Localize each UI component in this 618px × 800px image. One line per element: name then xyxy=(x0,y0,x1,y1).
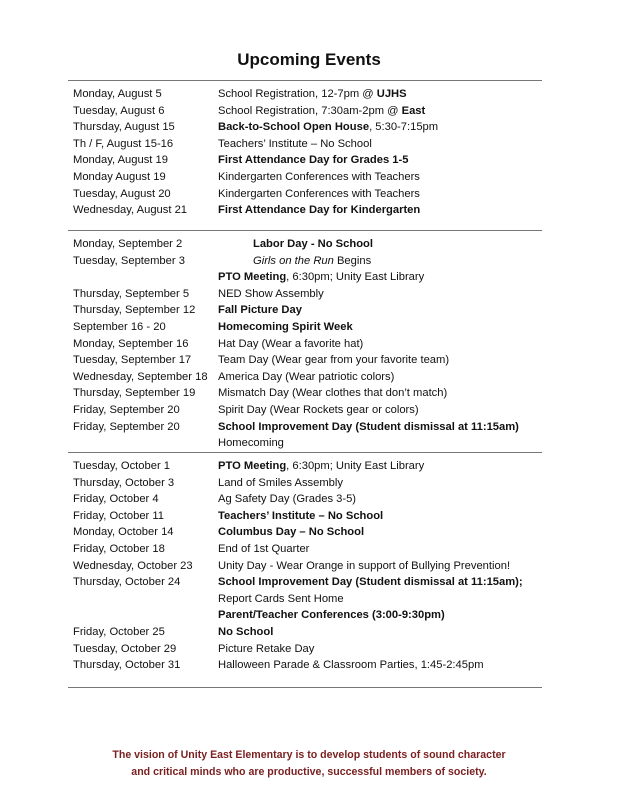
event-description xyxy=(218,152,408,169)
event-text-bold: School Improvement Day (Student dismissal at 11:15am) xyxy=(218,420,519,433)
event-text-bold: East xyxy=(401,104,426,117)
event-text-pre: Picture Retake Day xyxy=(218,642,315,655)
page-title: Upcoming Events xyxy=(237,50,381,69)
event-row xyxy=(73,435,543,452)
event-description xyxy=(253,253,371,270)
divider xyxy=(68,230,542,231)
event-date: Friday, October 18 xyxy=(73,542,165,555)
event-text-bold: First Attendance Day for Kindergarten xyxy=(218,204,421,217)
event-text-pre: Mismatch Day (Wear clothes that don’t match) xyxy=(218,387,448,400)
event-description xyxy=(218,574,523,591)
event-date: Friday, October 25 xyxy=(73,625,165,638)
event-row xyxy=(73,352,543,369)
event-description xyxy=(218,169,420,186)
event-text-bold: Columbus Day – No School xyxy=(218,526,365,539)
event-text-pre: Team Day (Wear gear from your favorite team) xyxy=(218,354,450,367)
event-description xyxy=(218,186,420,203)
event-description xyxy=(218,624,273,641)
event-row xyxy=(73,624,543,641)
event-description xyxy=(218,458,424,475)
event-date: Tuesday, October 29 xyxy=(73,642,177,655)
event-date: September 16 - 20 xyxy=(73,320,166,333)
event-row xyxy=(73,508,543,525)
event-row xyxy=(73,336,543,353)
divider xyxy=(68,80,542,81)
event-text-bold: Teachers’ Institute – No School xyxy=(218,509,384,522)
event-row xyxy=(73,369,543,386)
event-description xyxy=(218,541,309,558)
event-description xyxy=(218,336,363,353)
event-text-bold: UJHS xyxy=(376,88,407,100)
event-text-pre: School Registration, 12-7pm @ xyxy=(218,88,377,100)
event-date: Friday, October 11 xyxy=(73,509,164,522)
event-row xyxy=(73,236,543,253)
event-row xyxy=(73,152,543,169)
event-row xyxy=(73,253,543,270)
event-text-pre: America Day (Wear patriotic colors) xyxy=(218,370,395,383)
event-row xyxy=(73,186,543,203)
event-row xyxy=(73,491,543,508)
event-date: Thursday, September 12 xyxy=(73,304,196,317)
event-description xyxy=(218,319,353,336)
event-text-pre: Kindergarten Conferences with Teachers xyxy=(218,170,420,183)
event-date: Th / F, August 15-16 xyxy=(73,137,174,150)
event-description xyxy=(218,202,420,219)
event-text-post: , 6:30pm; Unity East Library xyxy=(286,271,425,284)
event-date: Monday, August 5 xyxy=(73,88,162,100)
event-row xyxy=(73,657,543,674)
event-date: Friday, October 4 xyxy=(73,493,159,506)
event-row xyxy=(73,574,543,591)
event-text-pre: Spirit Day (Wear Rockets gear or colors) xyxy=(218,403,419,416)
event-row xyxy=(73,475,543,492)
event-text-bold: First Attendance Day for Grades 1-5 xyxy=(218,154,409,167)
event-text-bold: No School xyxy=(218,625,274,638)
event-text-pre: Report Cards Sent Home xyxy=(218,592,344,605)
vision-line-1: The vision of Unity East Elementary is to develop students of sound character xyxy=(112,749,506,761)
event-description xyxy=(218,419,519,436)
event-row xyxy=(73,641,543,658)
event-description xyxy=(218,352,449,369)
october-events xyxy=(73,458,543,674)
event-text-pre: Halloween Parade & Classroom Parties, 1:45-2:45pm xyxy=(218,659,484,672)
event-row xyxy=(73,86,543,103)
event-text-bold: Fall Picture Day xyxy=(218,304,302,317)
event-text-pre: Teachers’ Institute – No School xyxy=(218,137,372,150)
august-events xyxy=(73,86,543,219)
event-date: Monday August 19 xyxy=(73,170,166,183)
event-text-post: , 6:30pm; Unity East Library xyxy=(286,460,425,472)
event-description xyxy=(218,491,356,508)
event-date: Thursday, October 31 xyxy=(73,659,181,672)
event-row xyxy=(73,119,543,136)
event-date: Thursday, October 24 xyxy=(73,576,181,589)
event-text-pre: Hat Day (Wear a favorite hat) xyxy=(218,337,364,350)
event-text-bold: Homecoming Spirit Week xyxy=(218,320,353,333)
event-description xyxy=(218,657,484,674)
event-description xyxy=(218,524,364,541)
event-description xyxy=(218,103,425,120)
event-row xyxy=(73,302,543,319)
event-row xyxy=(73,169,543,186)
event-description xyxy=(218,86,407,103)
event-description xyxy=(218,475,343,492)
event-description xyxy=(218,136,372,153)
event-row xyxy=(73,385,543,402)
event-text-post: Begins xyxy=(333,254,372,267)
event-date: Friday, September 20 xyxy=(73,403,180,416)
event-date: Monday, September 2 xyxy=(73,238,183,250)
event-text-pre: Ag Safety Day (Grades 3-5) xyxy=(218,493,357,506)
event-date: Monday, October 14 xyxy=(73,526,174,539)
event-row xyxy=(73,136,543,153)
event-text-bold: Back-to-School Open House xyxy=(218,121,370,134)
event-text-bold: Labor Day - No School xyxy=(253,238,373,250)
event-description xyxy=(218,641,314,658)
event-text-pre: End of 1st Quarter xyxy=(218,542,310,555)
event-date: Wednesday, September 18 xyxy=(73,370,208,383)
event-text-pre: School Registration, 7:30am-2pm @ xyxy=(218,104,402,117)
event-date: Tuesday, September 3 xyxy=(73,254,185,267)
event-date: Thursday, August 15 xyxy=(73,121,175,134)
event-date: Monday, August 19 xyxy=(73,154,168,167)
event-description xyxy=(218,286,324,303)
event-description xyxy=(218,385,447,402)
event-date: Tuesday, August 20 xyxy=(73,187,171,200)
event-description xyxy=(218,435,284,452)
event-date: Tuesday, October 1 xyxy=(73,460,171,472)
event-date: Tuesday, September 17 xyxy=(73,354,192,367)
event-date: Thursday, October 3 xyxy=(73,476,175,489)
event-description xyxy=(218,508,383,525)
event-description xyxy=(253,236,373,253)
event-text-bold: PTO Meeting xyxy=(218,460,287,472)
event-row xyxy=(73,286,543,303)
event-text-pre: Kindergarten Conferences with Teachers xyxy=(218,187,420,200)
vision-line-2: and critical minds who are productive, successful members of society. xyxy=(131,766,487,778)
event-date: Monday, September 16 xyxy=(73,337,189,350)
event-text-italic: Girls on the Run xyxy=(253,254,334,267)
event-date: Wednesday, October 23 xyxy=(73,559,193,572)
event-text-bold: PTO Meeting xyxy=(218,271,287,284)
event-date: Thursday, September 5 xyxy=(73,287,190,300)
event-date: Tuesday, August 6 xyxy=(73,104,165,117)
event-text-bold: School Improvement Day (Student dismissal at 11:15am); xyxy=(218,576,523,589)
event-description xyxy=(218,119,438,136)
event-text-pre: Homecoming xyxy=(218,437,284,450)
event-text-pre: Land of Smiles Assembly xyxy=(218,476,343,489)
event-row xyxy=(73,269,543,286)
event-description xyxy=(218,269,424,286)
event-date: Thursday, September 19 xyxy=(73,387,196,400)
divider xyxy=(68,452,542,453)
event-date: Friday, September 20 xyxy=(73,420,180,433)
event-description xyxy=(218,607,445,624)
event-text-pre: Unity Day - Wear Orange in support of Bullying Prevention! xyxy=(218,559,511,572)
event-date: Wednesday, August 21 xyxy=(73,204,188,217)
event-row xyxy=(73,607,543,624)
september-events xyxy=(73,236,543,452)
vision-statement xyxy=(0,747,618,781)
event-description xyxy=(218,302,302,319)
event-row xyxy=(73,458,543,475)
event-row xyxy=(73,402,543,419)
event-description xyxy=(218,591,344,608)
event-row xyxy=(73,419,543,436)
event-description xyxy=(218,369,394,386)
event-row xyxy=(73,524,543,541)
event-row xyxy=(73,591,543,608)
event-text-post: , 5:30-7:15pm xyxy=(369,121,439,134)
event-row xyxy=(73,202,543,219)
event-row xyxy=(73,103,543,120)
event-row xyxy=(73,541,543,558)
event-description xyxy=(218,558,510,575)
event-row xyxy=(73,319,543,336)
event-text-pre: NED Show Assembly xyxy=(218,287,324,300)
event-description xyxy=(218,402,419,419)
event-text-bold: Parent/Teacher Conferences (3:00-9:30pm) xyxy=(218,609,445,622)
event-row xyxy=(73,558,543,575)
divider xyxy=(68,687,542,688)
